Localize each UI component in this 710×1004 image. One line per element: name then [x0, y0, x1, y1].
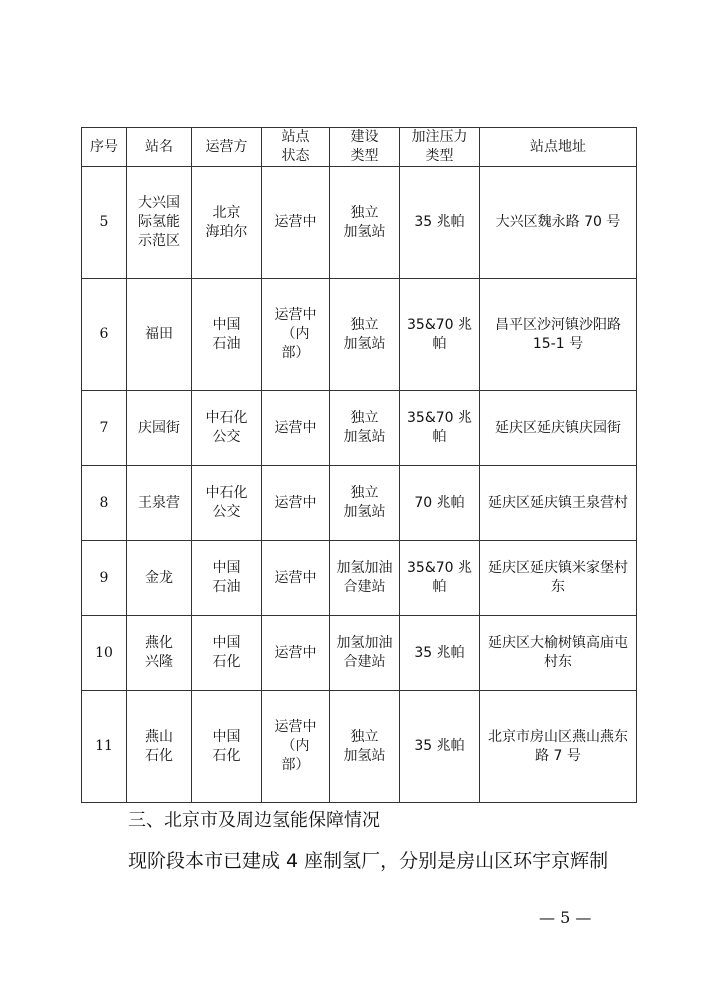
cell-build-type: 加氢加油 合建站: [330, 616, 400, 691]
cell-station-name: 福田: [127, 279, 192, 391]
header-station-name: 站名: [127, 128, 192, 167]
cell-address: 大兴区魏永路 70 号: [480, 167, 637, 279]
cell-pressure: 35 兆帕: [400, 691, 480, 803]
header-operator: 运营方: [192, 128, 262, 167]
cell-station-name: 燕山 石化: [127, 691, 192, 803]
body-paragraph: 现阶段本市已建成 4 座制氢厂，分别是房山区环宇京辉制: [128, 850, 609, 872]
cell-station-name: 庆园街: [127, 391, 192, 466]
header-index: 序号: [82, 128, 127, 167]
cell-index: 10: [82, 616, 127, 691]
cell-status: 运营中 （内 部）: [262, 691, 330, 803]
cell-operator: 中石化 公交: [192, 466, 262, 541]
cell-address: 延庆区延庆镇庆园街: [480, 391, 637, 466]
cell-operator: 中国 石油: [192, 279, 262, 391]
cell-status: 运营中: [262, 391, 330, 466]
cell-pressure: 35&70 兆帕: [400, 391, 480, 466]
table-row: [82, 691, 637, 803]
cell-address: 延庆区延庆镇米家堡村 东: [480, 541, 637, 616]
cell-station-name: 大兴国 际氢能 示范区: [127, 167, 192, 279]
cell-operator: 中国 石化: [192, 616, 262, 691]
header-status: 站点 状态: [262, 128, 330, 167]
cell-index: 8: [82, 466, 127, 541]
cell-operator: 中国 石油: [192, 541, 262, 616]
cell-pressure: 35&70 兆帕: [400, 279, 480, 391]
cell-address: 昌平区沙河镇沙阳路 15-1 号: [480, 279, 637, 391]
cell-operator: 中石化 公交: [192, 391, 262, 466]
cell-status: 运营中: [262, 541, 330, 616]
cell-status: 运营中: [262, 167, 330, 279]
cell-station-name: 燕化 兴隆: [127, 616, 192, 691]
cell-build-type: 独立 加氢站: [330, 691, 400, 803]
cell-status: 运营中: [262, 616, 330, 691]
cell-index: 5: [82, 167, 127, 279]
page-number: — 5 —: [539, 908, 592, 927]
cell-pressure: 70 兆帕: [400, 466, 480, 541]
cell-station-name: 金龙: [127, 541, 192, 616]
cell-address: 延庆区大榆树镇高庙屯 村东: [480, 616, 637, 691]
cell-pressure: 35 兆帕: [400, 167, 480, 279]
cell-station-name: 王泉营: [127, 466, 192, 541]
table-row: [82, 279, 637, 391]
table-row: [82, 466, 637, 541]
header-build-type: 建设 类型: [330, 128, 400, 167]
cell-build-type: 独立 加氢站: [330, 391, 400, 466]
cell-index: 7: [82, 391, 127, 466]
cell-pressure: 35&70 兆帕: [400, 541, 480, 616]
header-address: 站点地址: [480, 128, 637, 167]
table-row: [82, 391, 637, 466]
cell-build-type: 独立 加氢站: [330, 466, 400, 541]
cell-operator: 北京 海珀尔: [192, 167, 262, 279]
cell-build-type: 独立 加氢站: [330, 167, 400, 279]
hydrogen-station-table: [81, 127, 637, 803]
cell-index: 9: [82, 541, 127, 616]
cell-pressure: 35 兆帕: [400, 616, 480, 691]
cell-address: 延庆区延庆镇王泉营村: [480, 466, 637, 541]
cell-status: 运营中 （内 部）: [262, 279, 330, 391]
cell-build-type: 加氢加油 合建站: [330, 541, 400, 616]
cell-index: 11: [82, 691, 127, 803]
cell-address: 北京市房山区燕山燕东 路 7 号: [480, 691, 637, 803]
table-row: [82, 167, 637, 279]
cell-status: 运营中: [262, 466, 330, 541]
table-row: [82, 616, 637, 691]
cell-index: 6: [82, 279, 127, 391]
section-heading: 三、北京市及周边氢能保障情况: [128, 810, 380, 831]
header-pressure-type: 加注压力 类型: [400, 128, 480, 167]
table-row: [82, 541, 637, 616]
table-header-row: [82, 128, 637, 167]
cell-build-type: 独立 加氢站: [330, 279, 400, 391]
cell-operator: 中国 石化: [192, 691, 262, 803]
